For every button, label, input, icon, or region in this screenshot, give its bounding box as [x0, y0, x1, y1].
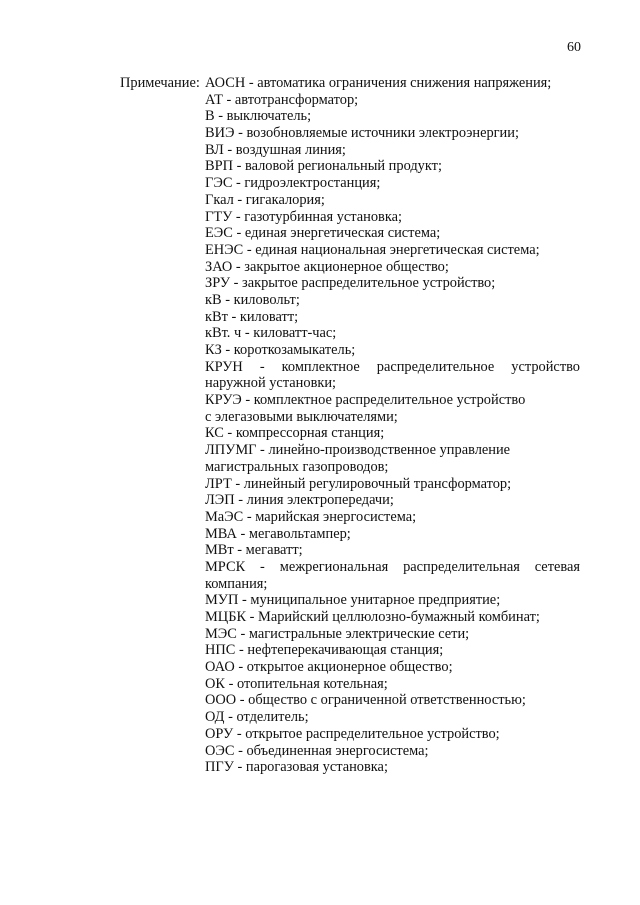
abbreviation-entry	[205, 726, 580, 743]
abbreviation-entry	[205, 192, 580, 209]
entry-text-line: наружной установки;	[205, 375, 337, 392]
entry-text-line: МЦБК - Марийский целлюлозно-бумажный комбинат;	[205, 609, 540, 625]
entry-text-line: ЕНЭС - единая национальная энергетическая система;	[205, 241, 540, 258]
entry-text-line: КЗ - короткозамыкатель;	[205, 342, 356, 358]
entry-text-line: кВт. ч - киловатт-час;	[205, 325, 337, 342]
abbreviation-entry	[205, 92, 580, 109]
abbreviation-entry	[205, 759, 580, 776]
entry-text-line: МРСК - межрегиональная распределительная сетевая	[205, 558, 580, 575]
abbreviation-entry	[205, 559, 580, 592]
entry-text-line: МаЭС - марийская энергосистема;	[205, 508, 417, 525]
entry-text-line: МВА - мегавольтампер;	[205, 525, 351, 542]
abbreviation-entry	[205, 392, 580, 425]
abbreviation-entry	[205, 108, 580, 125]
entry-text-line: МВт - мегаватт;	[205, 542, 303, 559]
abbreviation-entry	[205, 626, 580, 643]
entry-text-line: ОД - отделитель;	[205, 709, 309, 726]
entry-text-line: КРУЭ - комплектное распределительное устройство	[205, 392, 526, 409]
entry-text-line: ОАО - открытое акционерное общество;	[205, 659, 453, 676]
abbreviation-entry	[205, 659, 580, 676]
entry-text-line: компания;	[205, 575, 268, 592]
entry-text-line: МУП - муниципальное унитарное предприятие;	[205, 592, 501, 609]
abbreviation-list	[205, 75, 580, 776]
abbreviation-entry	[205, 275, 580, 292]
abbreviation-entry	[205, 325, 580, 342]
entry-text-line: ОК - отопительная котельная;	[205, 675, 388, 692]
entry-text-line: ВРП - валовой региональный продукт;	[205, 158, 442, 175]
entry-text-line: кВ - киловольт;	[205, 291, 300, 308]
abbreviation-entry	[205, 492, 580, 509]
abbreviation-entry	[205, 692, 580, 709]
entry-text-line: ЛРТ - линейный регулировочный трансформатор;	[205, 475, 512, 492]
abbreviation-entry	[205, 259, 580, 276]
entry-text-line: ЕЭС - единая энергетическая система;	[205, 225, 441, 242]
abbreviation-entry	[205, 359, 580, 392]
entry-text-line: ЛЭП - линия электропередачи;	[205, 492, 394, 509]
entry-text-line: НПС - нефтеперекачивающая станция;	[205, 642, 444, 659]
entry-text-line: КРУН - комплектное распределительное устройство	[205, 358, 580, 375]
abbreviation-entry	[205, 526, 580, 543]
entry-text-line: ЗАО - закрытое акционерное общество;	[205, 258, 449, 275]
abbreviation-entry	[205, 743, 580, 760]
entry-text-line: Гкал - гигакалория;	[205, 191, 325, 208]
abbreviation-entry	[205, 225, 580, 242]
abbreviation-entry	[205, 676, 580, 693]
abbreviation-entry	[205, 142, 580, 159]
abbreviation-entry	[205, 425, 580, 442]
entry-text-line: В - выключатель;	[205, 108, 312, 125]
abbreviation-entry	[205, 542, 580, 559]
entry-text-line: ОЭС - объединенная энергосистема;	[205, 742, 429, 759]
abbreviation-entry	[205, 709, 580, 726]
entry-text-line: АТ - автотрансформатор;	[205, 91, 359, 108]
entry-text-line: КС - компрессорная станция;	[205, 425, 385, 442]
abbreviation-entry	[205, 242, 580, 259]
entry-text-line: ВЛ - воздушная линия;	[205, 141, 346, 158]
abbreviation-entry	[205, 342, 580, 359]
page-number: 60	[567, 40, 581, 55]
abbreviation-entry	[205, 609, 580, 626]
entry-text-line: ВИЭ - возобновляемые источники электроэнергии;	[205, 125, 519, 142]
entry-text-line: ОРУ - открытое распределительное устройство;	[205, 725, 500, 742]
entry-text-line: ООО - общество с ограниченной ответственностью;	[205, 692, 526, 709]
entry-text-line: ЗРУ - закрытое распределительное устройство;	[205, 275, 496, 292]
entry-text-line: АОСН - автоматика ограничения снижения напряжения;	[205, 75, 552, 91]
entry-text-line: ГТУ - газотурбинная установка;	[205, 208, 402, 225]
abbreviation-entry	[205, 158, 580, 175]
entry-text-line: ГЭС - гидроэлектростанция;	[205, 175, 381, 192]
abbreviation-entry	[205, 125, 580, 142]
abbreviation-entry	[205, 209, 580, 226]
abbreviation-entry	[205, 642, 580, 659]
abbreviation-entry	[205, 442, 580, 475]
abbreviation-entry	[205, 476, 580, 493]
abbreviation-entry	[205, 309, 580, 326]
entry-text-line: ПГУ - парогазовая установка;	[205, 759, 388, 776]
abbreviation-entry	[205, 75, 580, 92]
abbreviation-entry	[205, 292, 580, 309]
entry-text-line: МЭС - магистральные электрические сети;	[205, 625, 470, 642]
abbreviation-entry	[205, 175, 580, 192]
entry-text-line: кВт - киловатт;	[205, 308, 299, 325]
entry-text-line: магистральных газопроводов;	[205, 458, 389, 475]
entry-text-line: ЛПУМГ - линейно-производственное управление	[205, 442, 511, 459]
abbreviation-entry	[205, 592, 580, 609]
entry-text-line: с элегазовыми выключателями;	[205, 408, 398, 425]
abbreviation-entry	[205, 509, 580, 526]
note-label: Примечание:	[120, 75, 200, 91]
